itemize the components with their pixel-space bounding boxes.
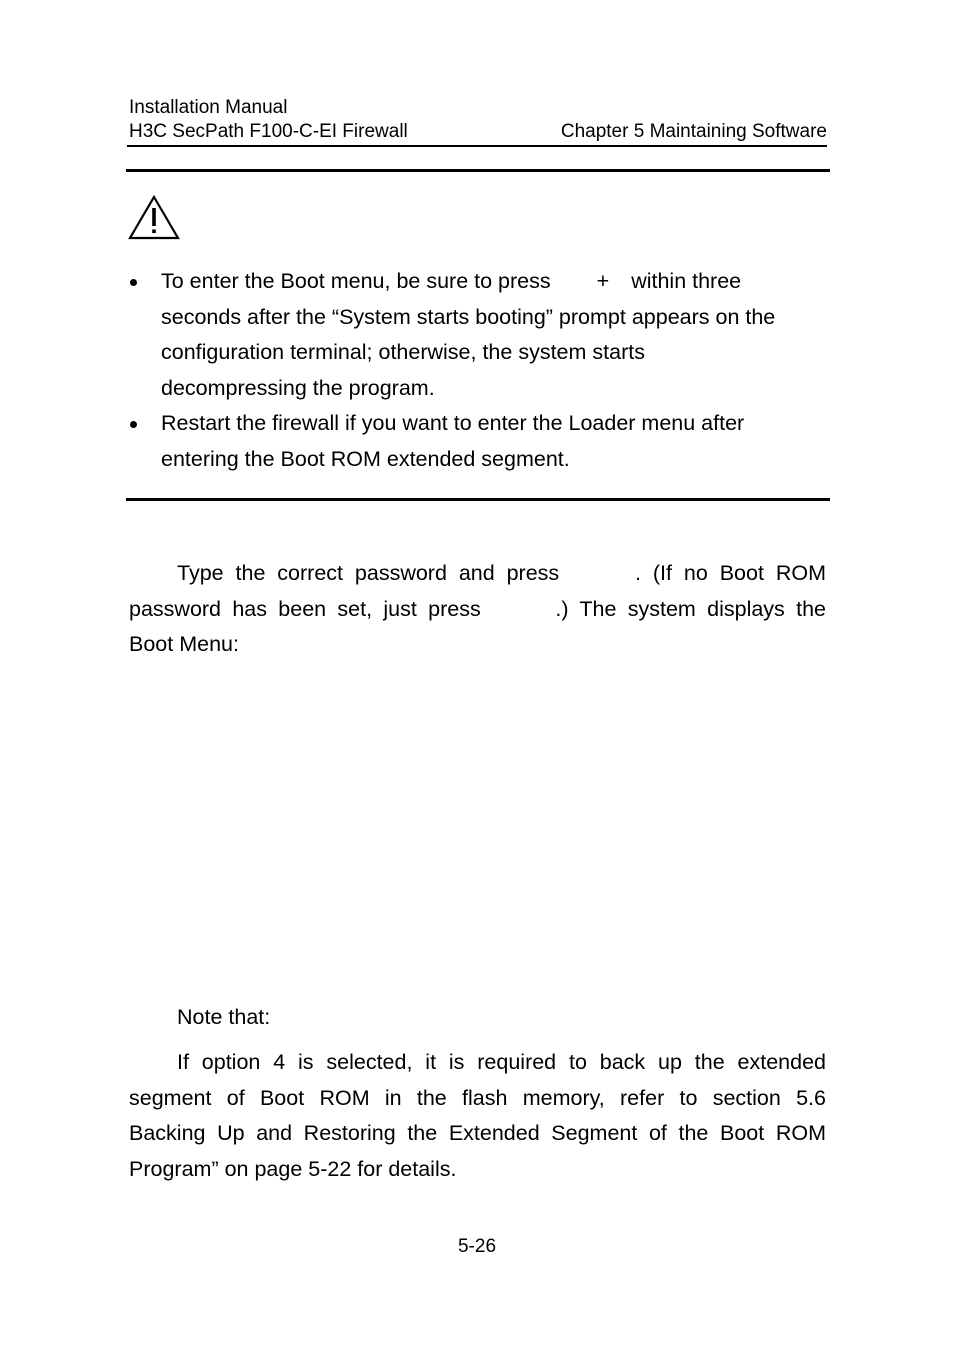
caution-bullet-1 — [161, 264, 831, 406]
chapter-title: Chapter 5 Maintaining Software — [560, 121, 827, 142]
p1-line-1-end: . (If no Boot ROM — [635, 561, 826, 585]
p1-line-2-end: .) The system displays the — [555, 596, 827, 621]
page-number: 5-26 — [457, 1236, 497, 1257]
bullet-1-line-4: decompressing the program. — [161, 375, 435, 400]
p2-line-2: segment of Boot ROM in the flash memory, refer to section 5.6 — [129, 1085, 826, 1110]
p2-line-1: If option 4 is selected, it is required to back up the extended — [177, 1050, 826, 1074]
caution-top-rule — [126, 169, 830, 172]
bullet-1-line-1-end: within three — [631, 269, 742, 293]
p1-line-1-start: Type the correct password and press — [177, 561, 560, 585]
p2-line-4: Program” on page 5-22 for details. — [129, 1156, 457, 1181]
p1-line-3: Boot Menu: — [129, 632, 239, 656]
paragraph-option-4 — [129, 1045, 826, 1187]
product-name: H3C SecPath F100-C-EI Firewall — [129, 121, 408, 142]
caution-bullet-2 — [161, 406, 831, 477]
bullet-marker — [130, 421, 137, 428]
bullet-2-line-2: entering the Boot ROM extended segment. — [161, 446, 570, 471]
paragraph-password — [129, 556, 826, 663]
bullet-marker — [130, 279, 137, 286]
bullet-2-line-1: Restart the firewall if you want to enter the Loader menu after — [161, 411, 745, 435]
bullet-1-line-2: seconds after the “System starts booting” prompt appears on the — [161, 304, 776, 329]
warning-triangle-icon — [128, 195, 180, 241]
p1-line-2-start: password has been set, just press — [129, 596, 481, 621]
caution-bottom-rule — [126, 498, 830, 501]
header-rule — [127, 145, 827, 147]
p2-line-3: Backing Up and Restoring the Extended Segment of the Boot ROM — [129, 1121, 826, 1145]
bullet-1-line-3: configuration terminal; otherwise, the system starts — [161, 340, 645, 364]
note-heading: Note that: — [177, 1005, 271, 1029]
manual-title: Installation Manual — [129, 97, 288, 118]
bullet-1-line-1-start: To enter the Boot menu, be sure to press — [161, 269, 551, 293]
key-plus: + — [596, 269, 610, 293]
